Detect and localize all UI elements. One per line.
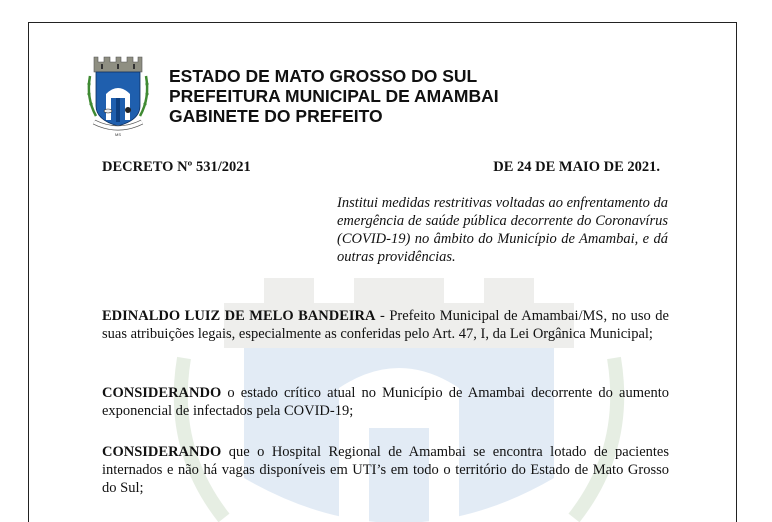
paragraph-text: que o Hospital Regional de Amambai se encontra lotado de pacientes internados e não há vagas disponíveis em UTI’s em todo o território do Estado de Mato Grosso do Sul; xyxy=(102,444,669,496)
considerando-lead: CONSIDERANDO xyxy=(102,385,222,401)
considerando-lead: CONSIDERANDO xyxy=(102,444,222,460)
header-state: ESTADO DE MATO GROSSO DO SUL xyxy=(169,66,478,86)
decree-number: DECRETO Nº 531/2021 xyxy=(102,159,251,175)
paragraph-text: - Prefeito Municipal de Amambai/MS, no uso de suas atribuições legais, especialmente as conferidas pelo Art. 47, I, da Lei Orgânica Municipal; xyxy=(102,308,669,342)
decree-summary: Institui medidas restritivas voltadas ao enfrentamento da emergência de saúde pública decorrente do Coronavírus (COVID-19) no âmbito do Município de Amambai, e dá outras providências. xyxy=(337,195,668,265)
considerando-paragraph xyxy=(102,384,669,420)
mayor-name: EDINALDO LUIZ DE MELO BANDEIRA xyxy=(102,308,376,324)
decree-title-line xyxy=(102,159,660,176)
preamble-paragraph xyxy=(102,307,669,343)
document-page xyxy=(28,22,737,522)
considerando-paragraph xyxy=(102,443,669,497)
svg-text:MS: MS xyxy=(115,132,121,137)
header-office: GABINETE DO PREFEITO xyxy=(169,106,383,126)
header-prefecture: PREFEITURA MUNICIPAL DE AMAMBAI xyxy=(169,86,499,106)
decree-date: DE 24 DE MAIO DE 2021. xyxy=(493,159,660,175)
coat-of-arms-icon xyxy=(84,54,152,140)
paragraph-text: o estado crítico atual no Município de Amambai decorrente do aumento exponencial de infectados pela COVID-19; xyxy=(102,385,669,419)
institution-header xyxy=(169,66,499,126)
